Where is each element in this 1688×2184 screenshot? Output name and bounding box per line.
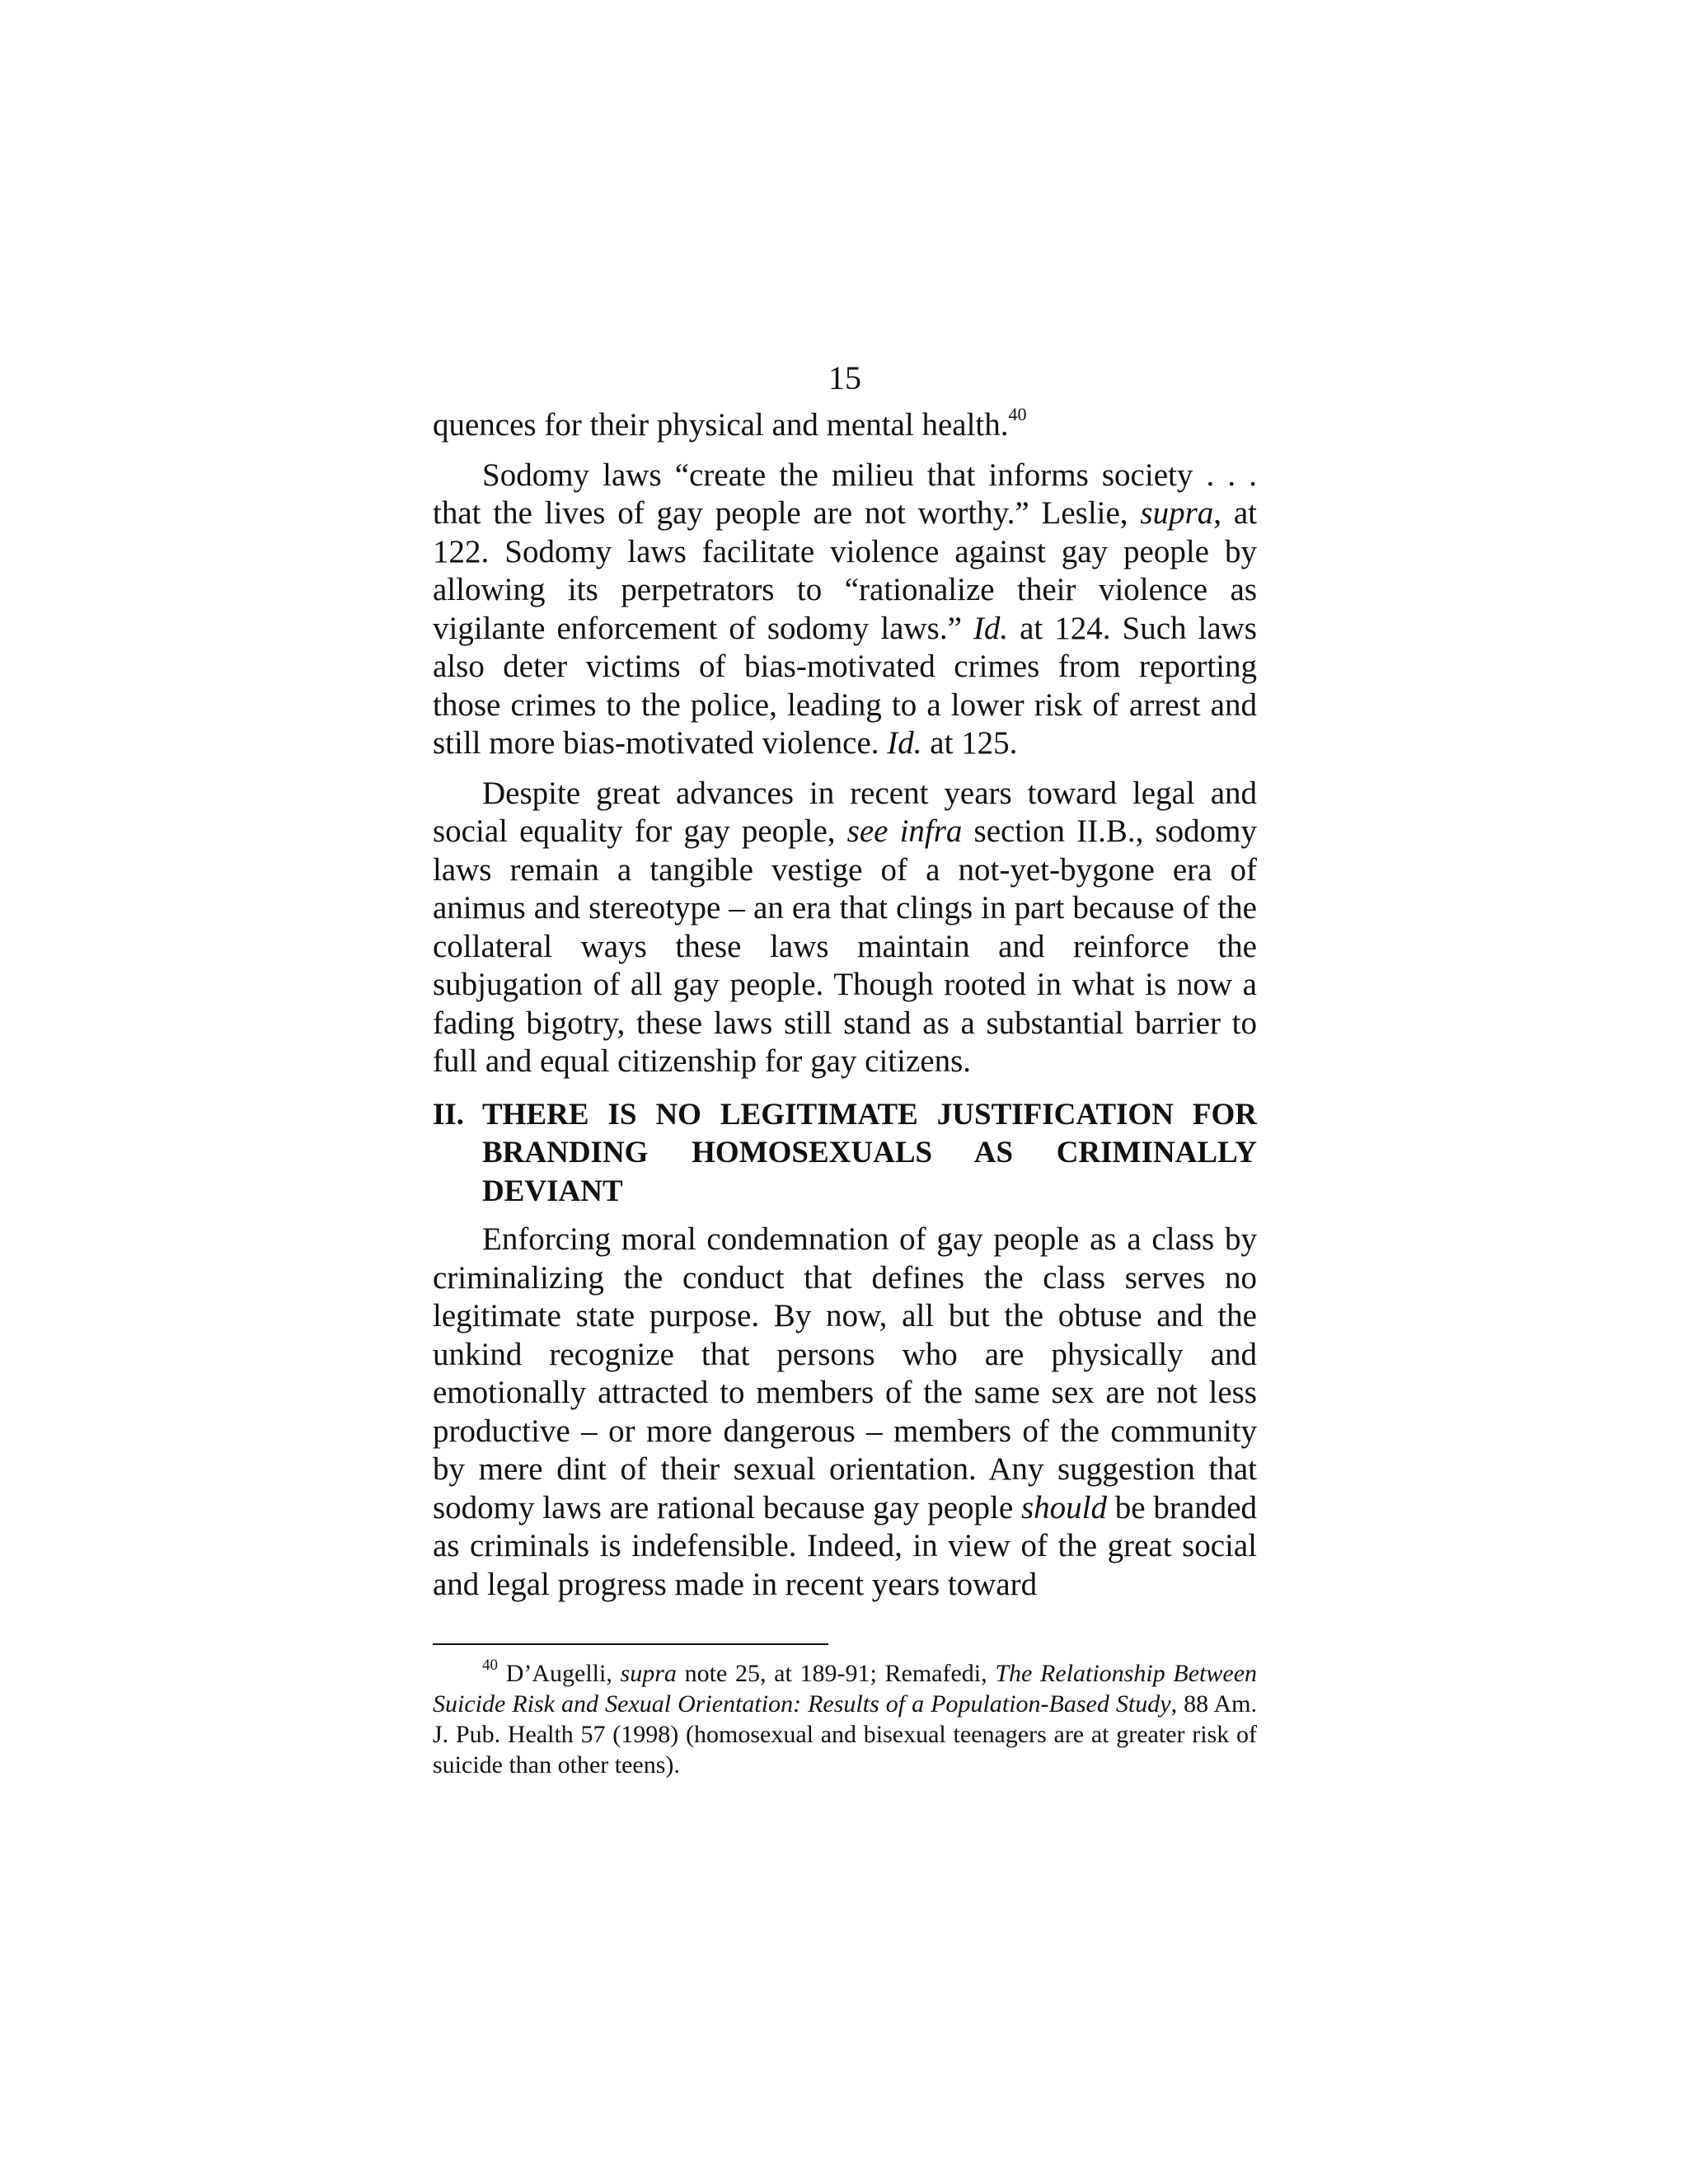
text-run: note 25, at 189-91; Remafedi, bbox=[676, 1660, 996, 1687]
text-run: at 124. Such laws also deter victims of bias-motivated crimes from reporting those crimes to the police, leading to a lower risk of arrest and still more bias-motivated violence. bbox=[433, 610, 1257, 761]
text-run: , at 122. Sodomy laws facilitate violence against gay people by allowing its perpetrators to “rationalize their violence as vigilante enforcement of sodomy laws.” bbox=[433, 495, 1257, 646]
footnote-40 bbox=[433, 1658, 1257, 1780]
text-run: Despite great advances in recent years toward legal and social equality for gay people, bbox=[433, 775, 1257, 849]
text-run: D’Augelli, bbox=[498, 1660, 621, 1687]
document-page bbox=[433, 359, 1257, 1780]
italic-citation: supra bbox=[1140, 495, 1214, 531]
section-heading bbox=[433, 1096, 1257, 1212]
italic-emphasis: should bbox=[1020, 1489, 1107, 1526]
footnote-number: 40 bbox=[482, 1657, 498, 1674]
page-number: 15 bbox=[828, 359, 861, 396]
paragraph-sodomy-laws-milieu bbox=[433, 457, 1257, 763]
text-run: Sodomy laws “create the milieu that informs society . . . that the lives of gay people are not worthy.” Leslie, bbox=[433, 457, 1257, 531]
italic-citation: supra bbox=[620, 1660, 677, 1687]
paragraph-continued bbox=[433, 406, 1257, 445]
text-run: Enforcing moral condemnation of gay people as a class by criminalizing the conduct that defines the class serves no legitimate state purpose. By now, all but the obtuse and the unkind recognize that persons who are physically and emotionally attracted to members of the same sex are not less productive – or more dangerous – members of the community by mere dint of their sexual orientation. Any suggestion that sodomy laws are rational because gay people bbox=[433, 1221, 1257, 1526]
text-run: , 88 Am. J. Pub. Health 57 (1998) (homosexual and bisexual teenagers are at greater risk of suicide than other teens). bbox=[433, 1690, 1257, 1779]
section-number: II. bbox=[433, 1097, 465, 1132]
paragraph-despite-advances bbox=[433, 775, 1257, 1081]
footnote-reference: 40 bbox=[1008, 404, 1027, 424]
section-title: THERE IS NO LEGITIMATE JUSTIFICATION FOR BRANDING HOMOSEXUALS AS CRIMINALLY DEVIANT bbox=[482, 1097, 1257, 1208]
italic-citation: Id. bbox=[887, 725, 922, 761]
paragraph-text: quences for their physical and mental health. bbox=[433, 407, 1009, 443]
text-run: section II.B., sodomy laws remain a tangible vestige of a not-yet-bygone era of animus and stereotype – an era that clings in part because of the collateral ways these laws maintain and reinforce the subjugation of all gay people. Though rooted in what is now a fading bigotry, these laws still stand as a substantial barrier to full and equal citizenship for gay citizens. bbox=[433, 813, 1257, 1079]
italic-title: The Relationship Between Suicide Risk and Sexual Orientation: Results of a Population-Based Study bbox=[433, 1660, 1258, 1718]
footnote-divider bbox=[433, 1643, 828, 1645]
text-run: at 125. bbox=[921, 725, 1018, 761]
italic-citation: see infra bbox=[846, 813, 963, 849]
paragraph-enforcing-moral-condemnation bbox=[433, 1221, 1257, 1604]
italic-citation: Id. bbox=[973, 610, 1009, 646]
text-run: be branded as criminals is indefensible. Indeed, in view of the great social and legal progress made in recent years toward bbox=[433, 1489, 1258, 1602]
